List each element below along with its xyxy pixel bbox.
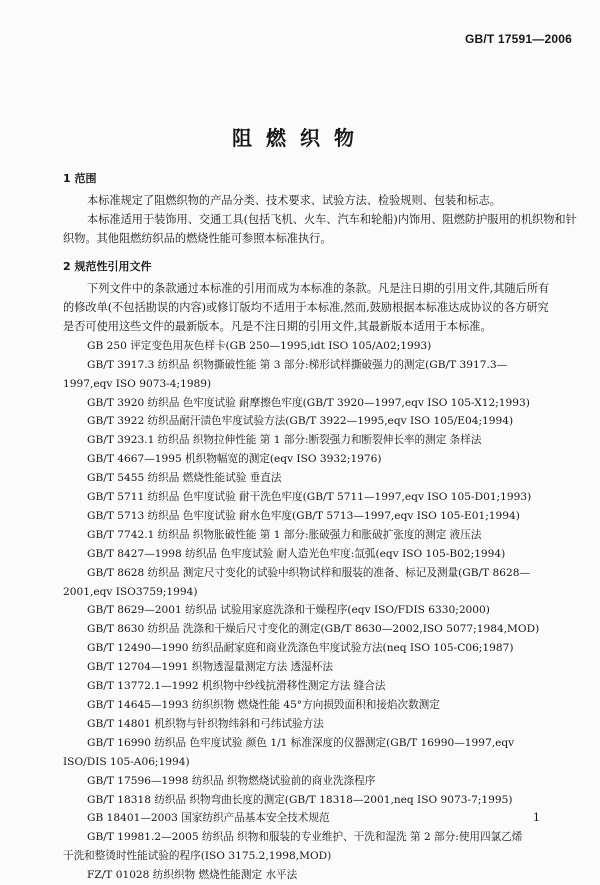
reference-entry: GB/T 14645—1993 纺织织物 燃烧性能 45°方向损毁面积和接焰次数测定 bbox=[87, 699, 440, 711]
reference-entry: GB/T 3923.1 纺织品 织物拉伸性能 第 1 部分:断裂强力和断裂伸长率的测定 条样法 bbox=[87, 434, 482, 447]
reference-entry: GB/T 12490—1990 纺织品耐家庭和商业洗涤色牢度试验方法(neq ISO 105-C06;1987) bbox=[87, 642, 514, 655]
reference-entry-cont: 1997,eqv ISO 9073-4;1989) bbox=[63, 377, 212, 390]
section-1-paragraph: 本标准适用于装饰用、交通工具(包括飞机、火车、汽车和轮船)内饰用、阻燃防护服用的机织物和针 bbox=[87, 212, 577, 226]
reference-entry: GB/T 12704—1991 织物透湿量测定方法 透湿杯法 bbox=[87, 661, 333, 674]
reference-entry: GB/T 8628 纺织品 测定尺寸变化的试验中织物试样和服装的准备、标记及测量(GB/T 8628— bbox=[87, 566, 531, 579]
reference-entry: GB/T 5711 纺织品 色牢度试验 耐干洗色牢度(GB/T 5711—1997,eqv ISO 105-D01;1993) bbox=[87, 491, 532, 504]
reference-entry: GB/T 3922 纺织品耐汗渍色牢度试验方法(GB/T 3922—1995,eqv ISO 105/E04;1994) bbox=[87, 415, 514, 428]
reference-entry: GB/T 4667—1995 机织物幅宽的测定(eqv ISO 3932;1976) bbox=[87, 453, 382, 466]
standard-code: GB/T 17591—2006 bbox=[464, 32, 572, 46]
reference-entry: GB/T 13772.1—1992 机织物中纱线抗滑移性测定方法 缝合法 bbox=[87, 680, 386, 693]
reference-entry: GB/T 8630 纺织品 洗涤和干燥后尺寸变化的测定(GB/T 8630—2002,ISO 5077;1984,MOD) bbox=[87, 623, 540, 636]
document-title: 阻燃织物 bbox=[232, 126, 368, 150]
document-body bbox=[63, 170, 577, 885]
page-number: 1 bbox=[533, 811, 540, 824]
section-1-paragraph-cont: 织物。其他阻燃纺织品的燃烧性能可参照本标准执行。 bbox=[63, 231, 332, 245]
reference-entry: GB/T 7742.1 纺织品 织物胀破性能 第 1 部分:胀破强力和胀破扩张度的测定 液压法 bbox=[87, 528, 482, 541]
reference-entry: FZ/T 01028 纺织织物 燃烧性能测定 水平法 bbox=[87, 869, 298, 882]
reference-entry: GB/T 16990 纺织品 色牢度试验 颜色 1/1 标准深度的仪器测定(GB/T 16990—1997,eqv bbox=[87, 736, 515, 749]
reference-entry: GB 250 评定变色用灰色样卡(GB 250—1995,idt ISO 105/A02;1993) bbox=[87, 339, 432, 352]
reference-entry: GB/T 8629—2001 纺织品 试验用家庭洗涤和干燥程序(eqv ISO/FDIS 6330;2000) bbox=[87, 604, 490, 617]
section-2-intro: 下列文件中的条款通过本标准的引用而成为本标准的条款。凡是注日期的引用文件,其随后所有 bbox=[87, 282, 550, 296]
reference-entry: GB/T 19981.2—2005 纺织品 织物和服装的专业维护、干洗和湿洗 第 2 部分:使用四氯乙烯 bbox=[87, 831, 523, 844]
reference-entry: GB/T 14801 机织物与针织物纬斜和弓纬试验方法 bbox=[87, 717, 324, 730]
reference-entry-cont: ISO/DIS 105-A06;1994) bbox=[63, 755, 190, 768]
reference-entry: GB/T 8427—1998 纺织品 色牢度试验 耐人造光色牢度:氙弧(eqv ISO 105-B02;1994) bbox=[87, 547, 506, 560]
reference-entry-cont: 干洗和整烫时性能试验的程序(ISO 3175.2,1998,MOD) bbox=[63, 850, 332, 863]
reference-entry: GB/T 18318 纺织品 织物弯曲长度的测定(GB/T 18318—2001,neq ISO 9073-7;1995) bbox=[87, 793, 513, 806]
section-2-intro: 是否可使用这些文件的最新版本。凡是不注日期的引用文件,其最新版本适用于本标准。 bbox=[63, 319, 492, 333]
reference-entry: GB/T 5455 纺织品 燃烧性能试验 垂直法 bbox=[87, 472, 282, 485]
section-2-intro: 的修改单(不包括勘误的内容)或修订版均不适用于本标准,然而,鼓励根据本标准达成协议的各方研究 bbox=[63, 301, 549, 315]
reference-entry: GB/T 17596—1998 纺织品 织物燃烧试验前的商业洗涤程序 bbox=[87, 774, 376, 787]
section-1-heading: 1 范围 bbox=[63, 172, 97, 185]
reference-entry: GB/T 3917.3 纺织品 织物撕破性能 第 3 部分:梯形试样撕破强力的测定(GB/T 3917.3— bbox=[87, 358, 508, 371]
reference-entry: GB 18401—2003 国家纺织产品基本安全技术规范 bbox=[87, 812, 330, 825]
reference-entry-cont: 2001,eqv ISO3759;1994) bbox=[63, 585, 198, 598]
section-1-paragraph: 本标准规定了阻燃织物的产品分类、技术要求、试验方法、检验规则、包装和标志。 bbox=[87, 194, 501, 207]
reference-entry: GB/T 3920 纺织品 色牢度试验 耐摩擦色牢度(GB/T 3920—1997,eqv ISO 105-X12;1993) bbox=[87, 396, 530, 409]
section-2-heading: 2 规范性引用文件 bbox=[63, 260, 152, 274]
reference-entry: GB/T 5713 纺织品 色牢度试验 耐水色牢度(GB/T 5713—1997,eqv ISO 105-E01;1994) bbox=[87, 509, 520, 522]
